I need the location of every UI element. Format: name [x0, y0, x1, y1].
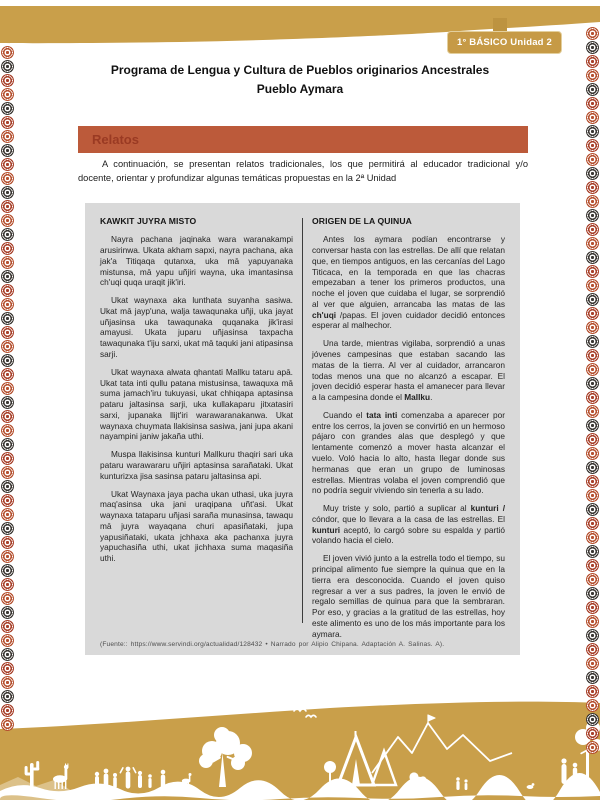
rosette-ornament-icon [1, 116, 14, 129]
rosette-ornament-icon [1, 354, 14, 367]
rosette-ornament-icon [586, 279, 599, 292]
rosette-ornament-icon [1, 508, 14, 521]
rosette-ornament-icon [1, 466, 14, 479]
rosette-ornament-icon [586, 293, 599, 306]
rosette-ornament-icon [586, 489, 599, 502]
rosette-ornament-icon [586, 433, 599, 446]
rosette-ornament-icon [1, 144, 14, 157]
left-border-ornament [1, 46, 14, 731]
rosette-ornament-icon [1, 46, 14, 59]
rosette-ornament-icon [1, 102, 14, 115]
rosette-ornament-icon [1, 620, 14, 633]
rosette-ornament-icon [586, 671, 599, 684]
rosette-ornament-icon [1, 186, 14, 199]
rosette-ornament-icon [1, 438, 14, 451]
page-title-line1: Programa de Lengua y Cultura de Pueblos originarios Ancestrales [110, 63, 490, 77]
rosette-ornament-icon [1, 424, 14, 437]
rosette-ornament-icon [586, 111, 599, 124]
rosette-ornament-icon [1, 130, 14, 143]
rosette-ornament-icon [586, 83, 599, 96]
rosette-ornament-icon [586, 181, 599, 194]
rosette-ornament-icon [1, 606, 14, 619]
rosette-ornament-icon [586, 167, 599, 180]
rosette-ornament-icon [1, 564, 14, 577]
source-citation: (Fuente:: https://www.servindi.org/actualidad/128432 • Narrado por Alipio Chipana. Adaptación A. Salinas. A). [100, 641, 445, 648]
story-paragraph: El joven vivió junto a la estrella todo el tiempo, su principal alimento fue siempre la quinua que en la tierra era desconocida. Cuando el joven quiso regresar a ver a sus padres, la joven le envió de regalo semillas de quinua para que la sembraran. Por eso, y gracias a la gratitud de las estrellas, hoy este alimento es uno de los más importante para los aymara. [312, 553, 505, 639]
rosette-ornament-icon [586, 377, 599, 390]
rosette-ornament-icon [1, 228, 14, 241]
rosette-ornament-icon [1, 340, 14, 353]
rosette-ornament-icon [586, 251, 599, 264]
rosette-ornament-icon [586, 391, 599, 404]
rosette-ornament-icon [586, 321, 599, 334]
rosette-ornament-icon [586, 699, 599, 712]
rosette-ornament-icon [586, 447, 599, 460]
rosette-ornament-icon [586, 601, 599, 614]
rosette-ornament-icon [1, 718, 14, 731]
story-paragraph: Ukat waynaxa alwata qhantati Mallku tataru apā. Ukat tata inti qullu patana mistusinsa, tawaquxa mā suma jamach'iru tukuyasi, ukat chhiqapa aptasinsa pataru jaltasinsa sarji, uka kullakaparu jitxatasiri sarxi, jupanaka llijt'iri warawaranakanwa. Ukat waynaxa chuymata llakisinsa sasiwa, jani jupa akani nayampini janiw jakaña uthi. [100, 366, 293, 442]
rosette-ornament-icon [586, 615, 599, 628]
story-left-title: KAWKIT JUYRA MISTO [100, 216, 197, 226]
rosette-ornament-icon [1, 368, 14, 381]
rosette-ornament-icon [1, 242, 14, 255]
rosette-ornament-icon [586, 503, 599, 516]
rosette-ornament-icon [586, 573, 599, 586]
story-paragraph: Cuando el tata inti comenzaba a aparecer por entre los cerros, la joven se convirtió en un hermoso pájaro con grandes alas que desplegó y que lentamente comenzó a mover hasta alcanzar el vuelo. Voló hacia lo alto, hasta llegar donde sus hermanas que eran un grupo de luminosas estrellas. Mientras volaba el joven comprendió que no podría seguir viviendo sin tenerla a su lado. [312, 409, 505, 496]
rosette-ornament-icon [586, 405, 599, 418]
rosette-ornament-icon [586, 629, 599, 642]
story-left-body [100, 234, 293, 564]
rosette-ornament-icon [1, 74, 14, 87]
rosette-ornament-icon [586, 587, 599, 600]
rosette-ornament-icon [586, 741, 599, 754]
rosette-ornament-icon [1, 452, 14, 465]
rosette-ornament-icon [586, 27, 599, 40]
rosette-ornament-icon [586, 685, 599, 698]
footer-landscape-art [0, 695, 600, 800]
rosette-ornament-icon [1, 662, 14, 675]
story-paragraph: Muy triste y solo, partió a suplicar al kunturi / cóndor, que lo llevara a la casa de las estrellas. El kunturi aceptó, lo cargó sobre su espalda y partió volando hacia el cielo. [312, 503, 505, 546]
rosette-ornament-icon [1, 172, 14, 185]
right-border-ornament [586, 27, 599, 754]
rosette-ornament-icon [586, 517, 599, 530]
story-right-body [312, 234, 505, 639]
rosette-ornament-icon [1, 578, 14, 591]
rosette-ornament-icon [1, 326, 14, 339]
column-divider [302, 218, 303, 623]
rosette-ornament-icon [1, 536, 14, 549]
rosette-ornament-icon [1, 410, 14, 423]
rosette-ornament-icon [586, 139, 599, 152]
rosette-ornament-icon [586, 237, 599, 250]
rosette-ornament-icon [1, 312, 14, 325]
rosette-ornament-icon [1, 60, 14, 73]
rosette-ornament-icon [586, 195, 599, 208]
rosette-ornament-icon [1, 396, 14, 409]
rosette-ornament-icon [586, 349, 599, 362]
rosette-ornament-icon [586, 335, 599, 348]
story-paragraph: Nayra pachana jaqinaka wara waranakampi arusirinwa. Ukata akham sapxi, nayra pachana, aka jak'a Titiqaqa qutanxa, uka mā yapuyanaka mistunsa, mā yapu uñjiri wayna, uka imantasinsa ch'uqi quqa uraqit jik'iri. [100, 234, 293, 288]
rosette-ornament-icon [586, 363, 599, 376]
rosette-ornament-icon [586, 125, 599, 138]
rosette-ornament-icon [1, 88, 14, 101]
rosette-ornament-icon [1, 690, 14, 703]
rosette-ornament-icon [586, 713, 599, 726]
rosette-ornament-icon [1, 256, 14, 269]
rosette-ornament-icon [586, 307, 599, 320]
section-header-relatos [78, 126, 528, 153]
rosette-ornament-icon [1, 494, 14, 507]
rosette-ornament-icon [1, 592, 14, 605]
section-header-label: Relatos [92, 132, 139, 147]
rosette-ornament-icon [1, 648, 14, 661]
rosette-ornament-icon [1, 550, 14, 563]
story-paragraph: Ukat Waynaxa jaya pacha ukan uthasi, uka juyra maq'asinsa uka jani uraqipana uñt'asi. Ukat waynaxa tataparu uñjasi saraña munasinsa, tawaqu mā juyra wayaqana churi apasiñataki, jupa yapusiñataki, ukata jchhaxa aka pachanxa juyra yapuchasiña uthi, ukat jichhaxa suma maqasiña uthi. [100, 488, 293, 564]
rosette-ornament-icon [586, 475, 599, 488]
story-paragraph: Antes los aymara podían encontrarse y conversar hasta con las estrellas. De allí que relatan que, en tiempos antiguos, en las cercanías del Lago Titicaca, en la temporada en que las chacras empezaban a tener los primeros productos, una noche el joven que cuidaba el lugar, se sorprendió al ver que alguien, arrancaba las matas de las ch'uqi /papas. El joven cuidador decidió entonces esperar al malhechor. [312, 234, 505, 331]
rosette-ornament-icon [1, 298, 14, 311]
rosette-ornament-icon [586, 545, 599, 558]
rosette-ornament-icon [586, 69, 599, 82]
section-intro: A continuación, se presentan relatos tradicionales, los que permitirá al educador tradicional y/o docente, orientar y profundizar algunas temáticas propuestas en la 2ª Unidad [78, 159, 528, 184]
story-right-title: ORIGEN DE LA QUINUA [312, 216, 412, 226]
rosette-ornament-icon [1, 284, 14, 297]
stories-panel [85, 203, 520, 655]
rosette-ornament-icon [1, 480, 14, 493]
story-left-column [100, 216, 293, 629]
story-paragraph: Una tarde, mientras vigilaba, sorprendió a unas jóvenes campesinas que estaban sacando las matas de la tierra. Al ver al cuidador, arrancaron todas menos una que no alcanzó a escapar. El joven decidió esperar hasta el amanecer para llevar a la campesina donde el Mallku. [312, 338, 505, 403]
rosette-ornament-icon [586, 727, 599, 740]
rosette-ornament-icon [586, 657, 599, 670]
rosette-ornament-icon [586, 265, 599, 278]
rosette-ornament-icon [586, 223, 599, 236]
rosette-ornament-icon [586, 209, 599, 222]
rosette-ornament-icon [1, 214, 14, 227]
rosette-ornament-icon [586, 559, 599, 572]
story-paragraph: Muspa llakisinsa kunturi Mallkuru thaqiri sari uka pataru warawararu uñjiri aptasinsa sarañataki. Ukat kunturizxa jisa sasinsa pataru jaltasinsa api. [100, 449, 293, 481]
rosette-ornament-icon [586, 643, 599, 656]
page-title [40, 61, 560, 98]
rosette-ornament-icon [1, 704, 14, 717]
rosette-ornament-icon [586, 153, 599, 166]
rosette-ornament-icon [586, 461, 599, 474]
rosette-ornament-icon [1, 676, 14, 689]
page-title-line2: Pueblo Aymara [256, 81, 344, 96]
rosette-ornament-icon [1, 158, 14, 171]
rosette-ornament-icon [586, 41, 599, 54]
rosette-ornament-icon [1, 382, 14, 395]
rosette-ornament-icon [1, 200, 14, 213]
story-paragraph: Ukat waynaxa aka lunthata suyanha sasiwa. Ukat mā jayp'una, walja tawaqunaka uñji, uka jayat uñjasinsa uka tawaqunaka quqanaka jik'irasi amayusi. Ukata juparu uñjasinsa taxpacha tawaqunaka t'iju sarxi, ukat mā taquki jani atipasinsa sarji. [100, 295, 293, 359]
rosette-ornament-icon [586, 531, 599, 544]
unit-badge-label: 1° BÁSICO Unidad 2 [456, 37, 553, 48]
rosette-ornament-icon [586, 97, 599, 110]
rosette-ornament-icon [586, 55, 599, 68]
story-right-column [312, 216, 505, 639]
rosette-ornament-icon [1, 634, 14, 647]
unit-badge [447, 31, 562, 54]
rosette-ornament-icon [586, 419, 599, 432]
rosette-ornament-icon [1, 270, 14, 283]
rosette-ornament-icon [1, 522, 14, 535]
